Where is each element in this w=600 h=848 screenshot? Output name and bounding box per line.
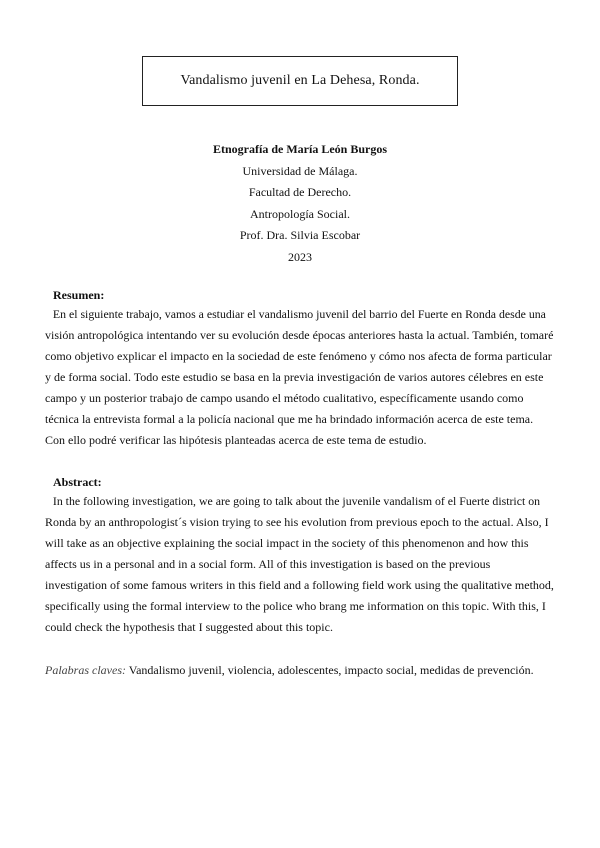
subject-line: Antropología Social. [250, 206, 350, 221]
abstract-line: In the following investigation, we are going to talk about the juvenile vandalism of el Fuerte district on [52, 494, 541, 508]
resumen-line: campo y un posterior trabajo de campo usando el método cualitativo, específicamente usando como [45, 391, 524, 405]
author-line: Etnografía de María León Burgos [213, 142, 387, 156]
professor-line: Prof. Dra. Silvia Escobar [239, 228, 361, 242]
abstract-line: could check the hypothesis that I suggested about this topic. [45, 620, 333, 634]
keywords-line [45, 661, 534, 679]
abstract-line: Ronda by an anthropologist´s vision trying to see his evolution from previous epoch to the actual. Also, I [45, 515, 549, 529]
abstract-line: specifically using the formal interview to the police who brang me information on this topic. With this, I [45, 599, 546, 613]
resumen-line: como objetivo explicar el impacto en la sociedad de este fenómeno y cómo nos afecta de forma particular [45, 349, 552, 363]
faculty-line: Facultad de Derecho. [248, 185, 352, 199]
document-title: Vandalismo juvenil en La Dehesa, Ronda. [180, 73, 420, 88]
resumen-line: y de forma social. Todo este estudio se basa en la previa investigación de varios autores célebres en este [45, 370, 544, 384]
abstract-line: affects us in a personal and in a social form. All of this investigation is based on the previous [45, 557, 491, 571]
abstract-heading: Abstract: [53, 475, 102, 489]
keywords-label: Palabras claves: [45, 663, 126, 677]
keywords-text: Vandalismo juvenil, violencia, adolescentes, impacto social, medidas de prevención. [125, 663, 534, 677]
abstract-line: will take as an objective explaining the social impact in the society of this phenomenon and how this [45, 536, 529, 550]
resumen-line: visión antropológica intentando ver su evolución desde épocas anteriores hasta la actual. También, tomaré [45, 328, 554, 342]
resumen-heading: Resumen: [53, 288, 105, 302]
resumen-line: técnica la entrevista formal a la policía nacional que me ha brindado información acerca de este tema. [45, 412, 534, 426]
front-matter [0, 139, 600, 268]
resumen-paragraph [45, 304, 565, 451]
resumen-line: Con ello podré verificar las hipótesis planteadas acerca de este tema de estudio. [45, 433, 427, 447]
university-line: Universidad de Málaga. [242, 163, 358, 178]
resumen-line: En el siguiente trabajo, vamos a estudiar el vandalismo juvenil del barrio del Fuerte en Ronda desde una [52, 307, 546, 321]
year-line: 2023 [288, 249, 312, 264]
title-box [142, 56, 458, 106]
abstract-line: investigation of some famous writers in this field and a following field work using the qualitative method, [45, 578, 554, 592]
abstract-paragraph [45, 491, 565, 638]
